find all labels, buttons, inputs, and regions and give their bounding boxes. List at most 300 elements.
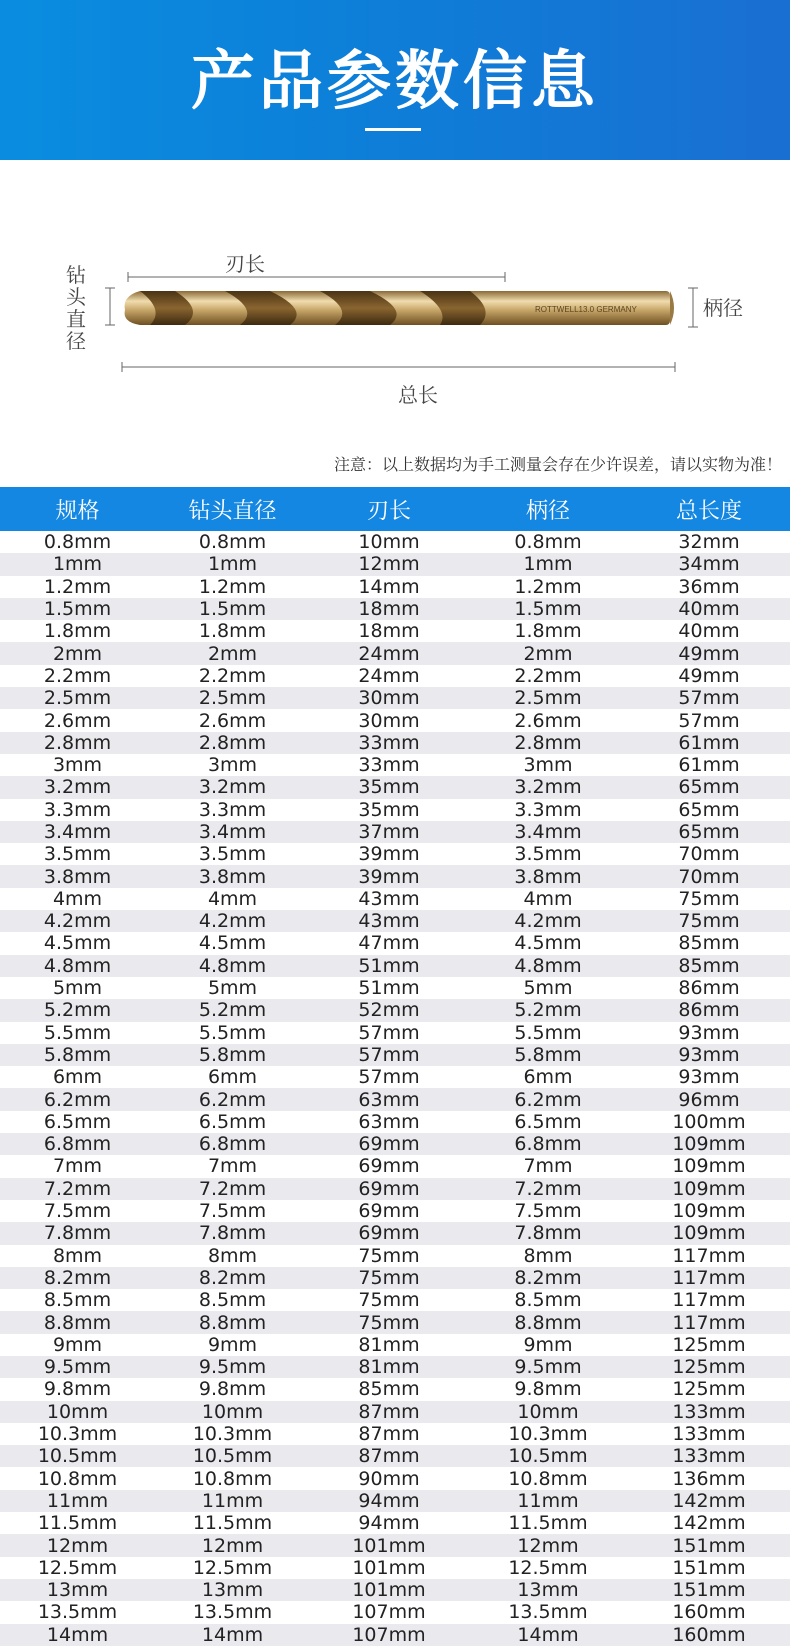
table-cell: 133mm — [628, 1401, 790, 1423]
table-cell: 9.5mm — [0, 1356, 155, 1378]
table-cell: 7.8mm — [468, 1222, 628, 1244]
table-cell: 133mm — [672, 1423, 746, 1446]
table-cell: 69mm — [310, 1133, 468, 1155]
table-cell: 6.2mm — [0, 1088, 155, 1110]
table-cell: 14mm — [468, 1624, 628, 1646]
table-cell: 1mm — [0, 553, 155, 575]
table-row — [0, 799, 790, 821]
table-cell: 107mm — [352, 1601, 426, 1624]
table-cell: 87mm — [358, 1423, 420, 1446]
table-cell: 11.5mm — [192, 1512, 273, 1535]
drill-diameter-dimension — [66, 264, 115, 353]
table-row — [0, 1155, 790, 1177]
table-cell: 57mm — [358, 1066, 420, 1089]
table-row — [0, 576, 790, 598]
table-cell: 40mm — [678, 620, 740, 643]
table-row — [0, 1178, 790, 1200]
table-cell: 7.5mm — [43, 1200, 112, 1223]
table-cell: 7.5mm — [514, 1200, 582, 1223]
table-cell: 142mm — [628, 1490, 790, 1512]
table-cell: 3.4mm — [468, 821, 628, 843]
table-row — [0, 754, 790, 776]
table-cell: 4.5mm — [43, 932, 112, 955]
spec-table — [0, 487, 790, 1646]
header-banner — [0, 0, 790, 160]
table-cell: 151mm — [672, 1556, 746, 1579]
table-cell: 9mm — [207, 1333, 258, 1356]
table-cell: 24mm — [310, 642, 468, 664]
table-cell: 2.5mm — [0, 687, 155, 709]
table-cell: 2.5mm — [155, 687, 310, 709]
table-cell: 8.5mm — [198, 1289, 267, 1312]
table-cell: 6.8mm — [155, 1133, 310, 1155]
table-row — [0, 1490, 790, 1512]
table-cell: 3.2mm — [468, 776, 628, 798]
table-cell: 107mm — [310, 1624, 468, 1646]
table-cell: 90mm — [358, 1467, 420, 1490]
table-cell: 5mm — [207, 977, 258, 1000]
table-cell: 136mm — [672, 1467, 746, 1490]
table-row — [0, 1289, 790, 1311]
table-cell: 94mm — [310, 1490, 468, 1512]
table-cell: 10mm — [0, 1401, 155, 1423]
table-cell: 7.8mm — [0, 1222, 155, 1244]
header-blade-length: 刃长 — [310, 487, 468, 531]
table-cell: 4.8mm — [155, 955, 310, 977]
table-cell: 81mm — [358, 1333, 420, 1356]
table-cell: 36mm — [678, 575, 740, 598]
table-cell: 7mm — [523, 1155, 573, 1178]
table-cell: 70mm — [628, 865, 790, 887]
table-cell: 2.5mm — [468, 687, 628, 709]
table-row — [0, 1311, 790, 1333]
table-cell: 85mm — [628, 955, 790, 977]
table-row — [0, 531, 790, 553]
table-row — [0, 1222, 790, 1244]
table-cell: 0.8mm — [514, 531, 582, 554]
table-cell: 6.2mm — [468, 1088, 628, 1110]
table-cell: 69mm — [310, 1222, 468, 1244]
table-cell: 7mm — [207, 1155, 258, 1178]
table-cell: 1.5mm — [468, 598, 628, 620]
table-cell: 160mm — [672, 1601, 746, 1624]
table-row — [0, 709, 790, 731]
table-cell: 100mm — [672, 1110, 746, 1133]
table-cell: 11mm — [0, 1490, 155, 1512]
table-cell: 6mm — [207, 1066, 258, 1089]
drill-diameter-label: 钻 头 直 径 — [66, 265, 86, 353]
table-row — [0, 687, 790, 709]
table-cell: 69mm — [310, 1178, 468, 1200]
table-cell: 5.8mm — [468, 1044, 628, 1066]
table-row — [0, 1022, 790, 1044]
table-cell: 10.3mm — [508, 1423, 588, 1446]
drill-bit-image — [125, 291, 674, 325]
table-cell: 7.2mm — [0, 1178, 155, 1200]
table-cell: 1mm — [155, 553, 310, 575]
table-cell: 8.8mm — [468, 1311, 628, 1333]
total-length-dimension — [122, 362, 675, 407]
table-cell: 37mm — [310, 821, 468, 843]
table-cell: 96mm — [628, 1088, 790, 1110]
table-cell: 1.2mm — [43, 575, 112, 598]
table-cell: 51mm — [358, 977, 420, 1000]
table-cell: 0.8mm — [43, 531, 112, 554]
table-header-row — [0, 487, 790, 531]
table-cell: 75mm — [678, 887, 740, 910]
table-cell: 9.8mm — [43, 1378, 112, 1401]
table-cell: 151mm — [628, 1579, 790, 1601]
table-cell: 13mm — [468, 1579, 628, 1601]
table-row — [0, 1401, 790, 1423]
table-cell: 65mm — [678, 798, 740, 821]
table-cell: 109mm — [672, 1200, 746, 1223]
table-row — [0, 665, 790, 687]
table-cell: 8.2mm — [468, 1267, 628, 1289]
table-cell: 12.5mm — [192, 1556, 273, 1579]
total-length-label: 总长 — [398, 385, 438, 407]
table-cell: 1.8mm — [198, 620, 267, 643]
table-row — [0, 1624, 790, 1646]
table-cell: 4.8mm — [0, 955, 155, 977]
table-cell: 101mm — [310, 1534, 468, 1556]
table-cell: 117mm — [672, 1289, 746, 1312]
table-cell: 39mm — [358, 843, 420, 866]
table-cell: 12mm — [310, 553, 468, 575]
table-cell: 81mm — [310, 1356, 468, 1378]
table-cell: 5.2mm — [0, 999, 155, 1021]
table-cell: 109mm — [628, 1178, 790, 1200]
table-cell: 3.3mm — [514, 798, 582, 821]
table-cell: 2.8mm — [468, 732, 628, 754]
table-cell: 2.2mm — [198, 664, 267, 687]
table-row — [0, 1512, 790, 1534]
table-cell: 2.8mm — [0, 732, 155, 754]
table-cell: 61mm — [628, 732, 790, 754]
table-cell: 85mm — [678, 932, 740, 955]
table-cell: 8.5mm — [514, 1289, 582, 1312]
table-cell: 1.8mm — [514, 620, 582, 643]
table-cell: 8.8mm — [0, 1311, 155, 1333]
table-cell: 12mm — [468, 1534, 628, 1556]
table-cell: 10.5mm — [0, 1445, 155, 1467]
table-cell: 2.8mm — [155, 732, 310, 754]
table-cell: 6.2mm — [155, 1088, 310, 1110]
header-spec: 规格 — [0, 487, 155, 531]
table-cell: 10.8mm — [192, 1467, 273, 1490]
table-cell: 7.2mm — [155, 1178, 310, 1200]
table-cell: 4.5mm — [514, 932, 582, 955]
table-cell: 101mm — [310, 1579, 468, 1601]
table-cell: 5mm — [523, 977, 573, 1000]
table-cell: 87mm — [310, 1401, 468, 1423]
blade-length-label: 刃长 — [225, 254, 265, 276]
table-row — [0, 977, 790, 999]
table-row — [0, 821, 790, 843]
table-cell: 57mm — [310, 1044, 468, 1066]
table-cell: 4.8mm — [468, 955, 628, 977]
table-cell: 11.5mm — [37, 1512, 118, 1535]
table-row — [0, 955, 790, 977]
table-row — [0, 1356, 790, 1378]
table-cell: 3.2mm — [155, 776, 310, 798]
table-cell: 6.8mm — [468, 1133, 628, 1155]
table-cell: 117mm — [628, 1267, 790, 1289]
table-cell: 57mm — [628, 687, 790, 709]
header-drill-diameter: 钻头直径 — [155, 487, 310, 531]
shank-diameter-dimension — [688, 288, 743, 327]
table-cell: 4mm — [52, 887, 103, 910]
table-cell: 125mm — [672, 1333, 746, 1356]
table-cell: 117mm — [672, 1244, 746, 1267]
table-cell: 5.5mm — [198, 1021, 267, 1044]
table-cell: 35mm — [310, 776, 468, 798]
table-cell: 4.2mm — [468, 910, 628, 932]
table-cell: 8.2mm — [155, 1267, 310, 1289]
table-cell: 1.5mm — [155, 598, 310, 620]
table-cell: 87mm — [310, 1445, 468, 1467]
table-cell: 151mm — [628, 1534, 790, 1556]
table-cell: 94mm — [358, 1512, 420, 1535]
table-cell: 61mm — [678, 754, 740, 777]
table-cell: 5.5mm — [514, 1021, 582, 1044]
table-cell: 11.5mm — [508, 1512, 588, 1535]
table-cell: 109mm — [672, 1155, 746, 1178]
table-row — [0, 1557, 790, 1579]
table-row — [0, 1601, 790, 1623]
table-cell: 4.2mm — [155, 910, 310, 932]
table-cell: 4mm — [523, 887, 573, 910]
table-cell: 3.4mm — [155, 821, 310, 843]
table-cell: 63mm — [310, 1088, 468, 1110]
table-cell: 18mm — [358, 620, 420, 643]
table-cell: 1.8mm — [43, 620, 112, 643]
table-cell: 9.5mm — [468, 1356, 628, 1378]
table-cell: 10mm — [155, 1401, 310, 1423]
table-cell: 2.2mm — [514, 664, 582, 687]
table-cell: 2.6mm — [514, 709, 582, 732]
table-cell: 86mm — [628, 999, 790, 1021]
table-cell: 6mm — [523, 1066, 573, 1089]
table-cell: 47mm — [358, 932, 420, 955]
table-cell: 160mm — [628, 1624, 790, 1646]
table-cell: 63mm — [358, 1110, 420, 1133]
table-row — [0, 732, 790, 754]
table-cell: 3.5mm — [514, 843, 582, 866]
table-cell: 2.6mm — [43, 709, 112, 732]
table-cell: 10.8mm — [37, 1467, 118, 1490]
table-cell: 52mm — [310, 999, 468, 1021]
table-cell: 69mm — [358, 1200, 420, 1223]
table-cell: 30mm — [310, 687, 468, 709]
table-cell: 133mm — [628, 1445, 790, 1467]
page-title: 产品参数信息 — [191, 45, 599, 119]
table-cell: 57mm — [358, 1021, 420, 1044]
table-cell: 9.5mm — [155, 1356, 310, 1378]
table-cell: 10mm — [358, 531, 420, 554]
table-cell: 109mm — [628, 1222, 790, 1244]
table-cell: 33mm — [310, 732, 468, 754]
table-cell: 75mm — [358, 1244, 420, 1267]
blade-length-dimension — [128, 253, 505, 282]
table-row — [0, 1534, 790, 1556]
table-cell: 7.5mm — [198, 1200, 267, 1223]
table-cell: 2mm — [0, 642, 155, 664]
table-cell: 10.3mm — [37, 1423, 118, 1446]
table-row — [0, 910, 790, 932]
table-cell: 11mm — [468, 1490, 628, 1512]
table-cell: 69mm — [358, 1155, 420, 1178]
table-cell: 93mm — [678, 1021, 740, 1044]
table-cell: 3.2mm — [0, 776, 155, 798]
table-cell: 9mm — [523, 1333, 573, 1356]
table-row — [0, 1334, 790, 1356]
table-row — [0, 620, 790, 642]
table-cell: 33mm — [358, 754, 420, 777]
table-cell: 24mm — [358, 664, 420, 687]
table-cell: 3mm — [207, 754, 258, 777]
table-cell: 39mm — [310, 865, 468, 887]
shank-diameter-label: 柄径 — [703, 298, 743, 320]
table-row — [0, 1066, 790, 1088]
table-cell: 86mm — [678, 977, 740, 1000]
table-row — [0, 999, 790, 1021]
table-cell: 3.3mm — [43, 798, 112, 821]
table-row — [0, 776, 790, 798]
table-cell: 14mm — [358, 575, 420, 598]
table-cell: 1.2mm — [198, 575, 267, 598]
table-cell: 2.6mm — [198, 709, 267, 732]
table-cell: 7mm — [52, 1155, 103, 1178]
table-cell: 142mm — [672, 1512, 746, 1535]
table-cell: 3.3mm — [198, 798, 267, 821]
table-cell: 3.5mm — [198, 843, 267, 866]
table-cell: 70mm — [678, 843, 740, 866]
table-cell: 5.2mm — [155, 999, 310, 1021]
table-cell: 32mm — [678, 531, 740, 554]
table-row — [0, 1267, 790, 1289]
header-total-length: 总长度 — [628, 487, 790, 531]
table-cell: 35mm — [358, 798, 420, 821]
table-cell: 10.5mm — [468, 1445, 628, 1467]
table-cell: 3mm — [523, 754, 573, 777]
table-cell: 14mm — [0, 1624, 155, 1646]
table-cell: 1.2mm — [514, 575, 582, 598]
table-cell: 30mm — [358, 709, 420, 732]
table-cell: 12mm — [0, 1534, 155, 1556]
table-cell: 4.5mm — [198, 932, 267, 955]
table-cell: 3mm — [52, 754, 103, 777]
table-cell: 85mm — [358, 1378, 420, 1401]
table-row — [0, 598, 790, 620]
table-cell: 10.5mm — [155, 1445, 310, 1467]
table-cell: 65mm — [628, 776, 790, 798]
table-cell: 6.8mm — [0, 1133, 155, 1155]
table-cell: 43mm — [358, 887, 420, 910]
table-cell: 10.8mm — [508, 1467, 588, 1490]
table-row — [0, 843, 790, 865]
table-cell: 8.2mm — [0, 1267, 155, 1289]
table-cell: 8mm — [207, 1244, 258, 1267]
table-cell: 9.8mm — [514, 1378, 582, 1401]
table-row — [0, 1378, 790, 1400]
table-cell: 12.5mm — [508, 1556, 588, 1579]
table-cell: 3.8mm — [0, 865, 155, 887]
table-cell: 7.2mm — [468, 1178, 628, 1200]
table-row — [0, 1245, 790, 1267]
table-cell: 4mm — [207, 887, 258, 910]
table-cell: 4.2mm — [0, 910, 155, 932]
table-cell: 10mm — [468, 1401, 628, 1423]
table-row — [0, 1133, 790, 1155]
table-cell: 57mm — [678, 709, 740, 732]
table-cell: 13mm — [0, 1579, 155, 1601]
table-cell: 6.5mm — [43, 1110, 112, 1133]
table-cell: 8.5mm — [43, 1289, 112, 1312]
table-cell: 5.2mm — [468, 999, 628, 1021]
table-cell: 18mm — [310, 598, 468, 620]
table-cell: 13mm — [155, 1579, 310, 1601]
table-cell: 65mm — [628, 821, 790, 843]
drill-engraving: ROTTWELL13.0 GERMANY — [535, 305, 637, 314]
table-cell: 109mm — [628, 1133, 790, 1155]
table-cell: 6.5mm — [514, 1110, 582, 1133]
table-cell: 49mm — [678, 664, 740, 687]
table-cell: 12.5mm — [37, 1556, 118, 1579]
table-row — [0, 1088, 790, 1110]
table-row — [0, 553, 790, 575]
table-cell: 3.5mm — [43, 843, 112, 866]
table-cell: 2mm — [468, 642, 628, 664]
table-row — [0, 932, 790, 954]
table-cell: 8mm — [523, 1244, 573, 1267]
table-cell: 10.3mm — [192, 1423, 273, 1446]
table-cell: 3.8mm — [468, 865, 628, 887]
table-cell: 51mm — [310, 955, 468, 977]
table-cell: 7.8mm — [155, 1222, 310, 1244]
table-cell: 0.8mm — [198, 531, 267, 554]
table-cell: 3.8mm — [155, 865, 310, 887]
table-cell: 5.8mm — [0, 1044, 155, 1066]
table-cell: 75mm — [310, 1311, 468, 1333]
table-row — [0, 1445, 790, 1467]
table-cell: 8.8mm — [155, 1311, 310, 1333]
table-cell: 125mm — [628, 1356, 790, 1378]
table-cell: 9.8mm — [198, 1378, 267, 1401]
table-cell: 13.5mm — [508, 1601, 588, 1624]
table-cell: 8mm — [52, 1244, 103, 1267]
measurement-note: 注意：以上数据均为手工测量会存在少许误差，请以实物为准！ — [333, 455, 782, 474]
table-cell: 125mm — [672, 1378, 746, 1401]
table-cell: 75mm — [358, 1289, 420, 1312]
table-cell: 9mm — [52, 1333, 103, 1356]
table-row — [0, 1044, 790, 1066]
table-row — [0, 1423, 790, 1445]
table-row — [0, 865, 790, 887]
table-row — [0, 1467, 790, 1489]
table-row — [0, 1579, 790, 1601]
table-cell: 5.8mm — [155, 1044, 310, 1066]
title-underline — [365, 128, 421, 131]
table-cell: 11mm — [155, 1490, 310, 1512]
table-cell: 12mm — [155, 1534, 310, 1556]
table-cell: 75mm — [310, 1267, 468, 1289]
table-cell: 6mm — [52, 1066, 103, 1089]
table-cell: 2mm — [155, 642, 310, 664]
table-cell: 40mm — [628, 598, 790, 620]
table-cell: 117mm — [628, 1311, 790, 1333]
table-cell: 75mm — [628, 910, 790, 932]
